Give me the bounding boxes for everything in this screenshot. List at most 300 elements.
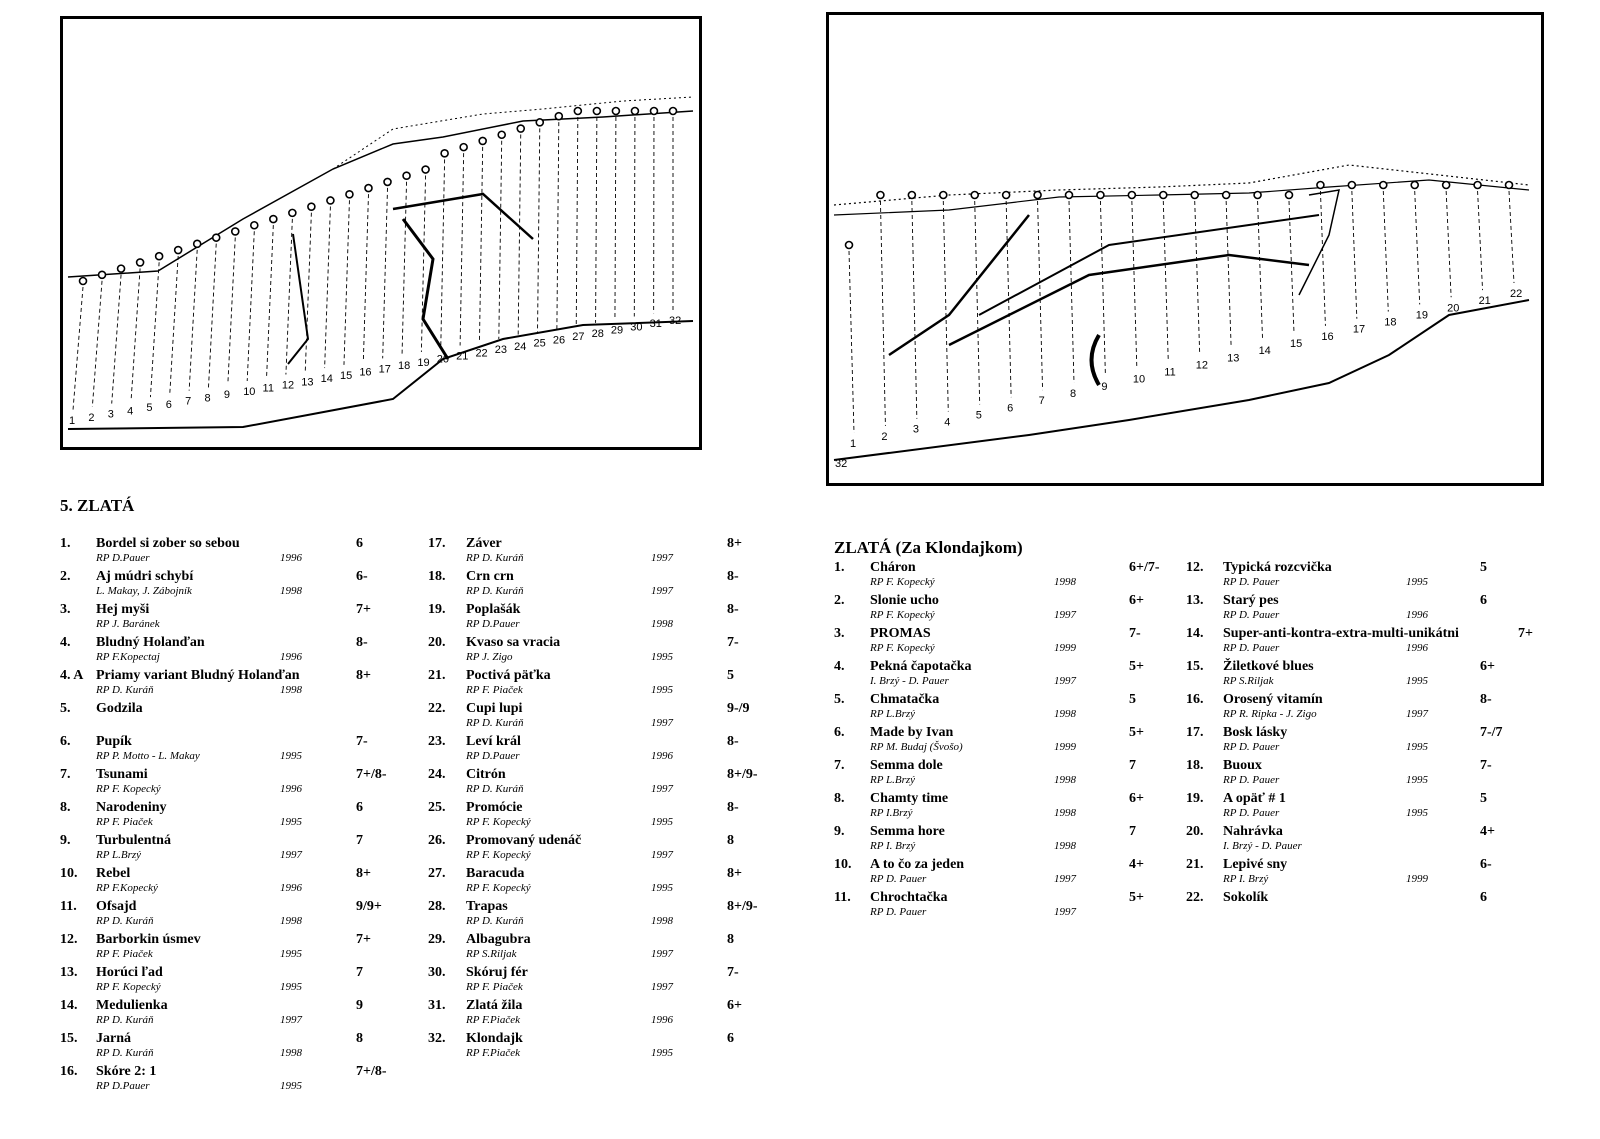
route-num: 14. xyxy=(60,998,78,1013)
route-num: 31. xyxy=(428,998,446,1013)
route-name: Typická rozcvička xyxy=(1223,560,1332,575)
belay-marker xyxy=(593,108,600,115)
route-num: 3. xyxy=(834,626,845,641)
route-number-label: 12 xyxy=(281,379,295,392)
route-grade: 9 xyxy=(356,998,363,1013)
route-line xyxy=(943,201,948,412)
route-name: Poctivá päťka xyxy=(466,668,551,683)
route-year: 1995 xyxy=(1406,576,1428,588)
route-grade: 5+ xyxy=(1129,890,1144,905)
route-number-label: 20 xyxy=(436,353,449,366)
route-grade: 6 xyxy=(1480,890,1487,905)
route-line xyxy=(189,250,197,391)
belay-marker xyxy=(1317,182,1324,189)
route-name: Záver xyxy=(466,536,502,551)
route-line xyxy=(228,237,235,384)
route-number-label: 28 xyxy=(591,327,604,340)
route-name: Bordel si zober so sebou xyxy=(96,536,240,551)
section-title-right: ZLATÁ (Za Klondajkom) xyxy=(834,538,1023,557)
belay-marker xyxy=(1380,182,1387,189)
route-year: 1996 xyxy=(1406,609,1428,621)
route-grade: 8+ xyxy=(727,866,742,881)
route-grade: 8+ xyxy=(356,866,371,881)
route-line xyxy=(499,141,502,339)
route-grade: 7+ xyxy=(356,602,371,617)
belay-marker xyxy=(940,192,947,199)
route-num: 14. xyxy=(1186,626,1204,641)
route-author: I. Brzý - D. Pauer xyxy=(1223,840,1302,852)
route-name: Skóruj fér xyxy=(466,965,528,980)
route-entry xyxy=(1186,626,1533,659)
route-grade: 6 xyxy=(356,536,363,551)
route-entry xyxy=(428,602,768,635)
route-entry xyxy=(428,998,768,1031)
route-year: 1999 xyxy=(1054,642,1076,654)
route-year: 1995 xyxy=(651,651,673,663)
route-grade: 9/9+ xyxy=(356,899,382,914)
route-number-label: 19 xyxy=(417,356,430,369)
route-grade: 7+/8- xyxy=(356,1064,387,1079)
route-year: 1996 xyxy=(280,552,302,564)
route-year: 1995 xyxy=(1406,675,1428,687)
route-year: 1997 xyxy=(651,948,673,960)
section-title-left: 5. ZLATÁ xyxy=(60,496,135,515)
route-author: RP J. Baránek xyxy=(96,618,160,630)
route-line xyxy=(1163,201,1168,362)
belay-marker xyxy=(346,191,353,198)
route-author: RP I.Brzý xyxy=(870,807,913,819)
route-name: Skóre 2: 1 xyxy=(96,1064,157,1079)
route-num: 2. xyxy=(834,593,845,608)
belay-marker xyxy=(137,259,144,266)
route-num: 4. xyxy=(60,635,71,650)
route-num: 4. A xyxy=(60,668,84,683)
route-name: Medulienka xyxy=(96,998,168,1013)
route-line xyxy=(479,147,482,342)
route-grade: 5+ xyxy=(1129,659,1144,674)
route-entry xyxy=(428,866,768,899)
route-name: Promócie xyxy=(466,800,523,815)
belay-marker xyxy=(441,150,448,157)
route-entry xyxy=(60,602,400,635)
route-author: RP F. Kopecký xyxy=(870,642,935,654)
route-entry xyxy=(60,866,400,899)
route-num: 2. xyxy=(60,569,71,584)
belay-marker xyxy=(1223,192,1230,199)
route-author: RP F. Kopecký xyxy=(466,882,531,894)
route-num: 16. xyxy=(1186,692,1204,707)
route-num: 12. xyxy=(1186,560,1204,575)
route-name: A opäť # 1 xyxy=(1223,791,1286,806)
route-num: 29. xyxy=(428,932,446,947)
route-entry xyxy=(1186,791,1516,824)
route-number-label: 21 xyxy=(456,350,469,363)
route-name: Žiletkové blues xyxy=(1223,659,1314,674)
belay-marker xyxy=(1286,192,1293,199)
route-num: 8. xyxy=(834,791,845,806)
crag-base xyxy=(834,300,1529,460)
route-entry xyxy=(834,890,1154,923)
route-num: 8. xyxy=(60,800,71,815)
route-num: 11. xyxy=(60,899,77,914)
belay-marker xyxy=(971,192,978,199)
route-number-label: 29 xyxy=(610,324,624,337)
belay-marker xyxy=(846,242,853,249)
route-line xyxy=(131,268,140,400)
route-author: RP D.Pauer xyxy=(96,552,150,564)
route-grade: 8+/9- xyxy=(727,899,758,914)
route-num: 32. xyxy=(428,1031,446,1046)
route-number-label: 4 xyxy=(944,416,951,429)
route-name: Chrochtačka xyxy=(870,890,948,905)
route-line xyxy=(441,159,445,348)
route-author: RP R. Ripka - J. Zigo xyxy=(1223,708,1317,720)
route-grade: 7- xyxy=(1129,626,1141,641)
route-grade: 5 xyxy=(727,668,734,683)
belay-marker xyxy=(1034,192,1041,199)
route-author: RP D. Kuráň xyxy=(96,915,154,927)
belay-marker xyxy=(118,265,125,272)
route-number-label: 16 xyxy=(359,366,372,379)
belay-marker xyxy=(1348,182,1355,189)
route-number-label: 17 xyxy=(1352,323,1366,336)
crag-outline xyxy=(68,111,693,277)
topo-svg-left xyxy=(63,19,699,447)
route-author: RP M. Budaj (Švošo) xyxy=(870,741,963,753)
route-line xyxy=(1478,191,1483,290)
belay-marker xyxy=(422,166,429,173)
rock-feature xyxy=(949,255,1309,345)
crag-outline xyxy=(834,180,1529,215)
route-number-label: 27 xyxy=(572,331,585,344)
route-grade: 6 xyxy=(356,800,363,815)
route-line xyxy=(363,194,368,362)
route-author: RP D. Pauer xyxy=(1223,609,1280,621)
route-author: RP F. Kopecký xyxy=(870,576,935,588)
route-line xyxy=(170,256,178,394)
route-grade: 8+ xyxy=(356,668,371,683)
route-author: RP F.Piaček xyxy=(466,1014,520,1026)
route-grade: 8+ xyxy=(727,536,742,551)
route-author: RP F.Piaček xyxy=(466,1047,520,1059)
route-num: 4. xyxy=(834,659,845,674)
route-author: RP D. Kuráň xyxy=(96,1047,154,1059)
route-number-label: 4 xyxy=(127,405,134,418)
route-number-label: 7 xyxy=(185,395,192,408)
route-line xyxy=(1226,201,1231,347)
route-author: RP S.Riljak xyxy=(1223,675,1274,687)
route-grade: 4+ xyxy=(1480,824,1495,839)
route-grade: 7- xyxy=(356,734,368,749)
route-year: 1995 xyxy=(651,816,673,828)
route-entry xyxy=(60,1031,400,1064)
route-number-label: 2 xyxy=(88,411,95,424)
route-name: Starý pes xyxy=(1223,593,1279,608)
route-line xyxy=(1320,191,1325,326)
route-year: 1998 xyxy=(280,684,302,696)
route-line xyxy=(1038,201,1043,390)
route-number-label: 15 xyxy=(339,369,353,382)
route-author: RP D. Pauer xyxy=(870,906,927,918)
rock-feature xyxy=(1299,190,1339,295)
route-num: 20. xyxy=(428,635,446,650)
route-grade: 5 xyxy=(1480,560,1487,575)
route-line xyxy=(344,200,349,365)
belay-marker xyxy=(1506,182,1513,189)
route-name: Aj múdri schybí xyxy=(96,569,194,584)
belay-marker xyxy=(650,108,657,115)
belay-marker xyxy=(1411,182,1418,189)
route-grade: 8- xyxy=(356,635,368,650)
route-line xyxy=(73,287,83,410)
belay-marker xyxy=(1254,192,1261,199)
belay-marker xyxy=(270,216,277,223)
route-author: RP D. Kuráň xyxy=(96,1014,154,1026)
route-entry xyxy=(834,692,1154,725)
route-line xyxy=(576,117,578,326)
route-grade: 8- xyxy=(727,602,739,617)
belay-marker xyxy=(460,144,467,151)
route-list-left-col1 xyxy=(60,536,400,1097)
route-author: RP F.Kopectaj xyxy=(96,651,160,663)
route-author: RP F. Kopecký xyxy=(96,783,161,795)
route-author: RP D. Kuráň xyxy=(466,783,524,795)
route-author: RP F.Kopecký xyxy=(96,882,158,894)
route-entry xyxy=(428,536,768,569)
route-name: Bludný Holanďan xyxy=(96,635,205,650)
route-author: RP D. Pauer xyxy=(1223,642,1280,654)
route-line xyxy=(112,275,121,404)
route-number-label: 30 xyxy=(630,321,643,334)
route-entry xyxy=(428,965,768,998)
route-line xyxy=(1100,201,1105,376)
topo-drawing-right xyxy=(826,12,1544,486)
route-year: 1997 xyxy=(651,849,673,861)
route-name: Barborkin úsmev xyxy=(96,932,201,947)
route-line xyxy=(267,225,274,378)
route-name: Promovaný udenáč xyxy=(466,833,582,848)
belay-marker xyxy=(384,178,391,185)
route-grade: 8 xyxy=(727,932,734,947)
route-entry xyxy=(60,932,400,965)
route-grade: 6+/7- xyxy=(1129,560,1160,575)
route-entry xyxy=(1186,758,1516,791)
route-author: RP D. Kuráň xyxy=(466,915,524,927)
route-author: RP F. Kopecký xyxy=(466,849,531,861)
route-entry xyxy=(834,857,1154,890)
route-number-label: 9 xyxy=(1101,380,1108,393)
route-num: 20. xyxy=(1186,824,1204,839)
route-name: Made by Ivan xyxy=(870,725,954,740)
route-grade: 6+ xyxy=(1129,791,1144,806)
route-name: Pekná čapotačka xyxy=(870,659,972,674)
route-number-label: 22 xyxy=(475,347,488,360)
route-num: 13. xyxy=(1186,593,1204,608)
route-entry xyxy=(60,734,400,767)
route-number-label: 25 xyxy=(533,337,546,350)
route-author: RP P. Motto - L. Makay xyxy=(96,750,200,762)
route-name: Super-anti-kontra-extra-multi-unikátni xyxy=(1223,626,1459,641)
route-line xyxy=(325,206,331,368)
route-num: 28. xyxy=(428,899,446,914)
route-entry xyxy=(428,635,768,668)
route-year: 1997 xyxy=(1054,906,1076,918)
route-num: 18. xyxy=(428,569,446,584)
route-year: 1998 xyxy=(1054,807,1076,819)
route-year: 1998 xyxy=(1054,576,1076,588)
route-name: Orosený vitamín xyxy=(1223,692,1323,707)
route-number-label: 32 xyxy=(669,315,682,327)
route-name: Klondajk xyxy=(466,1031,523,1046)
route-year: 1998 xyxy=(280,1047,302,1059)
route-number-label: 9 xyxy=(223,389,230,402)
route-num: 9. xyxy=(60,833,71,848)
route-grade: 5+ xyxy=(1129,725,1144,740)
route-year: 1995 xyxy=(280,816,302,828)
route-number-label: 5 xyxy=(975,409,982,422)
route-entry xyxy=(60,668,400,701)
route-name: Jarná xyxy=(96,1031,131,1046)
route-entry xyxy=(428,899,768,932)
belay-marker xyxy=(99,271,106,278)
belay-marker xyxy=(877,192,884,199)
route-line xyxy=(849,251,854,433)
route-author: RP D.Pauer xyxy=(96,1080,150,1092)
route-line xyxy=(305,213,311,372)
rock-feature xyxy=(288,234,308,364)
route-year: 1996 xyxy=(651,750,673,762)
route-line xyxy=(421,176,425,352)
route-num: 5. xyxy=(834,692,845,707)
route-number-label: 14 xyxy=(320,373,333,386)
route-author: RP D. Kuráň xyxy=(466,585,524,597)
route-entry xyxy=(428,932,768,965)
belay-marker xyxy=(498,131,505,138)
route-number-label: 31 xyxy=(649,318,662,331)
route-author: RP I. Brzý xyxy=(1223,873,1269,885)
route-num: 9. xyxy=(834,824,845,839)
belay-marker xyxy=(1191,192,1198,199)
belay-marker xyxy=(1066,192,1073,199)
route-entry xyxy=(60,569,400,602)
route-entry xyxy=(428,800,768,833)
route-number-label: 19 xyxy=(1415,309,1428,322)
route-num: 15. xyxy=(60,1031,78,1046)
route-entry xyxy=(428,1031,768,1064)
route-author: RP D.Pauer xyxy=(466,618,520,630)
route-entry xyxy=(60,833,400,866)
route-number-label: 23 xyxy=(494,344,508,357)
route-line xyxy=(1195,201,1200,354)
route-name: Godzila xyxy=(96,701,143,716)
route-name: Hej myši xyxy=(96,602,150,617)
route-grade: 6 xyxy=(1480,593,1487,608)
route-number-label: 8 xyxy=(204,392,211,405)
route-number-label: 3 xyxy=(107,408,114,421)
route-num: 6. xyxy=(834,725,845,740)
route-year: 1996 xyxy=(1406,642,1428,654)
route-grade: 7 xyxy=(356,833,363,848)
route-line xyxy=(460,153,464,345)
route-number-label: 20 xyxy=(1447,302,1460,315)
route-year: 1997 xyxy=(651,981,673,993)
belay-marker xyxy=(1097,192,1104,199)
route-line xyxy=(1352,191,1357,319)
route-line xyxy=(92,281,102,407)
route-year: 1999 xyxy=(1406,873,1428,885)
belay-marker xyxy=(403,172,410,179)
route-entry xyxy=(428,668,768,701)
route-number-label: 12 xyxy=(1195,359,1208,372)
belay-marker xyxy=(308,203,315,210)
route-year: 1995 xyxy=(280,750,302,762)
route-author: RP D. Pauer xyxy=(870,873,927,885)
route-author: RP L.Brzý xyxy=(870,774,916,786)
belay-marker xyxy=(1003,192,1010,199)
route-line xyxy=(383,188,388,358)
route-author: RP D.Pauer xyxy=(466,750,520,762)
route-name: Priamy variant Bludný Holanďan xyxy=(96,668,300,683)
route-author: RP L.Brzý xyxy=(870,708,916,720)
belay-marker xyxy=(536,119,543,126)
route-number-label: 21 xyxy=(1478,295,1491,308)
route-number-label: 2 xyxy=(881,430,888,443)
route-grade: 7-/7 xyxy=(1480,725,1503,740)
route-year: 1997 xyxy=(651,717,673,729)
route-line xyxy=(518,135,521,336)
route-entry xyxy=(60,800,400,833)
crag-top-edge xyxy=(333,97,693,169)
route-number-label: 11 xyxy=(262,382,274,395)
route-entry xyxy=(60,701,400,734)
route-num: 26. xyxy=(428,833,446,848)
route-number-label: 7 xyxy=(1038,395,1045,408)
route-num: 17. xyxy=(1186,725,1204,740)
belay-marker xyxy=(251,222,258,229)
route-author: I. Brzý - D. Pauer xyxy=(870,675,949,687)
route-num: 1. xyxy=(60,536,71,551)
route-grade: 7- xyxy=(1480,758,1492,773)
route-year: 1998 xyxy=(1054,774,1076,786)
route-num: 5. xyxy=(60,701,71,716)
route-entry xyxy=(60,767,400,800)
route-year: 1995 xyxy=(651,882,673,894)
route-name: Zlatá žila xyxy=(466,998,523,1013)
route-year: 1998 xyxy=(651,915,673,927)
route-num: 18. xyxy=(1186,758,1204,773)
route-year: 1998 xyxy=(1054,708,1076,720)
route-entry xyxy=(1186,857,1516,890)
belay-marker xyxy=(670,108,677,115)
route-grade: 6 xyxy=(727,1031,734,1046)
belay-marker xyxy=(80,278,87,285)
route-num: 11. xyxy=(834,890,851,905)
route-year: 1996 xyxy=(280,783,302,795)
route-number-label: 14 xyxy=(1258,345,1271,358)
route-grade: 7- xyxy=(727,965,739,980)
route-entry xyxy=(60,998,400,1031)
route-entry xyxy=(834,824,1154,857)
route-name: Poplašák xyxy=(466,602,521,617)
route-name: PROMAS xyxy=(870,626,931,641)
route-author: RP D. Pauer xyxy=(1223,741,1280,753)
belay-marker xyxy=(479,137,486,144)
route-num: 10. xyxy=(60,866,78,881)
route-grade: 7+ xyxy=(356,932,371,947)
route-list-right-col2 xyxy=(1186,560,1533,923)
belay-marker xyxy=(555,113,562,120)
route-year: 1998 xyxy=(280,915,302,927)
